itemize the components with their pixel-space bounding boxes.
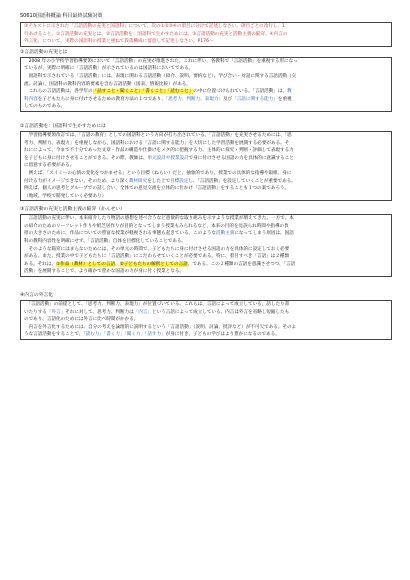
- highlight-write: 「書くこと」: [142, 89, 169, 95]
- highlight-read: 「読むこと」: [168, 89, 194, 95]
- question-line: 外言化、について、実際の国語科の授業と重ねて段落構成に留意して記述しなさい。P176〜: [24, 39, 214, 45]
- body-line: 活動」を展開することで、より確かで豊かな国語の力が身に付く授業となる。: [24, 269, 184, 275]
- body-line: 付ける力がイメージできない。そのため、より深く教材研究をした上で目標設定し、「言語活動」を設定していくことが重要である。: [24, 178, 296, 184]
- section-heading-2: ②言語活動を：国語科で生かすためには: [20, 123, 106, 129]
- body-line: 国語科で示されている「言語活動」には、表現に関わる言語活動（紹介、説明、要約など）、学び合い・対話に関する言語活動（交: [24, 73, 297, 79]
- body-line: のであり、言語化のためには外言に比べ時間がかかる。: [24, 317, 139, 323]
- body-line: の紹介のためのリーフレット作りや紙芝居作りが目的となってしまう授業もみられるなど、本来の目的を見誤られ時間や指導の負: [24, 223, 289, 229]
- body-line: 内言を外言化するためには、自分の考えを論理的に説明するという「言語活動」（説明、討論、批評など）が不可欠である。そのよ: [24, 324, 297, 330]
- body-line: ているが、実際に明確に「言語活動」が示されているのは国語科においてである。: [24, 66, 194, 72]
- body-line: 「言語活動」の前提として、「思考力、判断力、表現力」が位置づいている。これらは、言語によって成立している。話したり書: [24, 302, 290, 308]
- section-body-3: [20, 214, 392, 277]
- question-line: ③テキストに示された「言語活動の充実と国語科」について、次の①②③④の項目に分けて記述しなさい。項目ごとに改行し、1: [24, 24, 285, 29]
- body-line: を子どもに身に付けさせることができる。その際、教師は、単元設計や授業設計で身に付けさせる国語の力を具体的に意識すること: [24, 155, 294, 161]
- body-line: がある。また、授業の中で子どもたちに「言語活動」にこだわらせていくことが必要である。特に、着目すべき「言語」は２種類: [24, 254, 290, 260]
- body-line: 言語活動の充実に伴い、本来紹介したり物語の感想を述べ合うなど意欲的な取り組みを示すような授業が増えてきた。一方で、本: [24, 216, 294, 222]
- body-line: 例えば、個人の思考とグループでの話し合い、全体での意見交流を立体的に仕かけ「言語活動」をすることも１つの案であろう。: [24, 186, 290, 192]
- body-line: そのような陥穽にはまらないためには、その単元の時間で、子どもたちに身に付けさせる国語の力を具体的に設定しておく必要: [24, 246, 290, 252]
- highlight-work-language: ①作品（教材）としての言語: [56, 261, 116, 267]
- body-line: （地域、学校で開発していく必要あり）: [24, 193, 107, 199]
- question-box: [20, 22, 392, 47]
- section-heading-3: ③言語活動の充実と活動主義の陥穽（かんせい）: [20, 207, 126, 213]
- section-heading-4: ④内言の外言化: [20, 293, 54, 299]
- section-heading-1: ①言語活動の充実とは: [20, 49, 68, 55]
- body-line: れにによって、今まで不十分であった文章・作品の構造や仕掛けをメタ的に把握する力、主体的に探究・判断・評価して表現する力: [24, 148, 294, 154]
- highlight-listen: 「話すこと・聞くこと」: [92, 89, 143, 95]
- document-page: [20, 12, 392, 340]
- section-body-4: [20, 300, 392, 340]
- body-line: うな言語活動をすることで、「読む力」「書く力」「聞く力」「話す力」が身に付き、子どもの学びはより豊かになるのである。: [24, 332, 280, 338]
- section-body-2: [20, 131, 392, 201]
- body-line: 科の教科内容性を明確にせず、「言語活動」自体を目標化していることである。: [24, 239, 186, 245]
- body-line: に留意する必要がある。: [24, 163, 75, 169]
- body-line: 流、討論）、国語科の教科内容的要素を含む言語活動（図表、情報比較）がある。: [24, 81, 191, 87]
- body-line: してのものである。: [24, 104, 66, 110]
- body-line: 科内容を子どもたちに身に付けさせるための教育方法の１つであり、「思考力、判断力、表現力」及び「言語に関する能力」を重視: [24, 96, 292, 102]
- question-line: 行あけること。①言語活動の充実とは、②言語活動を：国語科で生かすためには、③言語活動の充実と活動主義の陥穽、④内言の: [24, 31, 288, 37]
- body-line: 学習指導要領改訂では、「言語の教育」としての国語科という方向が打ち出されている。「言語活動」を充実させるためには、「思: [24, 132, 292, 138]
- body-line: いたりする「外言」それに対して、思考力、判断力は「内言」という言語によって成立している。内言は外言を省略し短縮したも: [24, 309, 290, 315]
- body-line: 2008 年の小学校学習指導要領において「言語活動」の充実が推進された。これに伴い、各教科で「言語活動」を重視する形になっ: [24, 58, 298, 64]
- body-line-highlighted: これらの言語活動は、各学年の「話すこと・聞くこと」「書くこと」「読むこと」の中に位置づけられている。「言語活動」は、教: [24, 89, 292, 95]
- body-line: 考力、判断力、表現力」を重視しながら、国語科における「言語に関する能力」を大切にした学習活動を展開する必要がある。そ: [24, 140, 290, 146]
- document-title: S0610国語科概論 科目最終試験対策: [20, 13, 103, 19]
- body-line: 例えば、「スイミーの心情の変化をつかませる」という目標（ねらい）だと、抽象的であり、授業での具体的な指導や取組、身に: [24, 170, 292, 176]
- body-line-highlighted: ある。それは、①作品（教材）としての言語、②子どもたちの解釈としての言語、である。この２種類の言語を意識させつつ、「言語: [24, 261, 296, 267]
- body-line: 担の大きさのために、作品についての豊富な授業が軽視される事態も起きている。このような活動主義になってしまう原因は、国語: [24, 231, 294, 237]
- section-body-1: [20, 57, 392, 112]
- highlight-interpretation-language: ②子どもたちの解釈としての言語: [119, 261, 188, 267]
